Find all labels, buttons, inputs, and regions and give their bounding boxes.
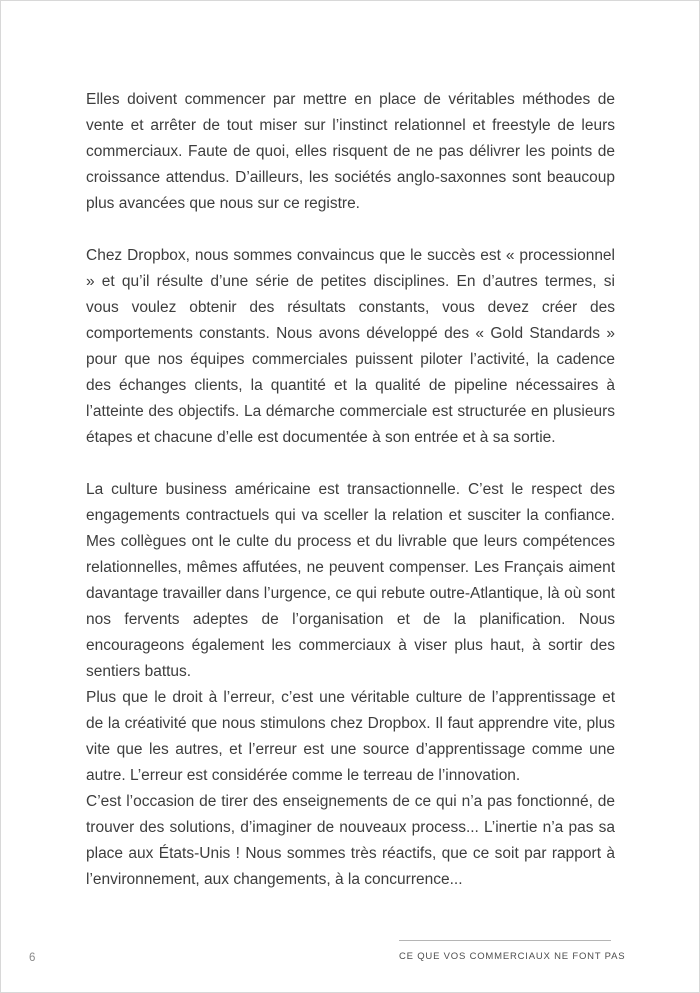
paragraph-droit-a-l-erreur: Plus que le droit à l’erreur, c’est une véritable culture de l’apprentissage et de la créativité que nous stimulons chez Dropbox. Il faut apprendre vite, plus vite que les autres, et l’erreur est une source d’apprentissage comme une autre. L’erreur est considérée comme le terreau de l’innovation. [86, 689, 615, 784]
running-title: CE QUE VOS COMMERCIAUX NE FONT PAS [399, 951, 626, 962]
page-number: 6 [29, 952, 36, 964]
page-content [86, 87, 615, 893]
paragraph-inertie-etats-unis: C’est l’occasion de tirer des enseignements de ce qui n’a pas fonctionné, de trouver des solutions, d’imaginer de nouveaux process... L’inertie n’a pas sa place aux États-Unis ! Nous sommes très réactifs, que ce soit par rapport à l’environnement, aux changements, à la concurrence... [86, 793, 615, 888]
running-title-block [399, 940, 626, 964]
paragraph-methodes-de-vente: Elles doivent commencer par mettre en place de véritables méthodes de vente et arrêter de tout miser sur l’instinct relationnel et freestyle de leurs commerciaux. Faute de quoi, elles risquent de ne pas délivrer les points de croissance attendus. D’ailleurs, les sociétés anglo-saxonnes sont beaucoup plus avancées que nous sur ce registre. [86, 91, 615, 212]
paragraph-dropbox-gold-standards: Chez Dropbox, nous sommes convaincus que le succès est « processionnel » et qu’il résulte d’une série de petites disciplines. En d’autres termes, si vous voulez obtenir des résultats constants, vous devez créer des comportements constants. Nous avons développé des « Gold Standards » pour que nos équipes commerciales puissent piloter l’activité, la cadence des échanges clients, la quantité et la qualité de pipeline nécessaires à l’atteinte des objectifs. La démarche commerciale est structurée en plusieurs étapes et chacune d’elle est documentée à son entrée et à sa sortie. [86, 247, 615, 446]
paragraph-culture-business-americaine: La culture business américaine est transactionnelle. C’est le respect des engagements contractuels qui va sceller la relation et susciter la confiance. Mes collègues ont le culte du process et du livrable que leurs compétences relationnelles, mêmes affutées, ne peuvent compenser. Les Français aiment davantage travailler dans l’urgence, ce qui rebute outre-Atlantique, là où sont nos fervents adeptes de l’organisation et de la planification. Nous encourageons également les commerciaux à viser plus haut, à sortir des sentiers battus. [86, 481, 615, 680]
